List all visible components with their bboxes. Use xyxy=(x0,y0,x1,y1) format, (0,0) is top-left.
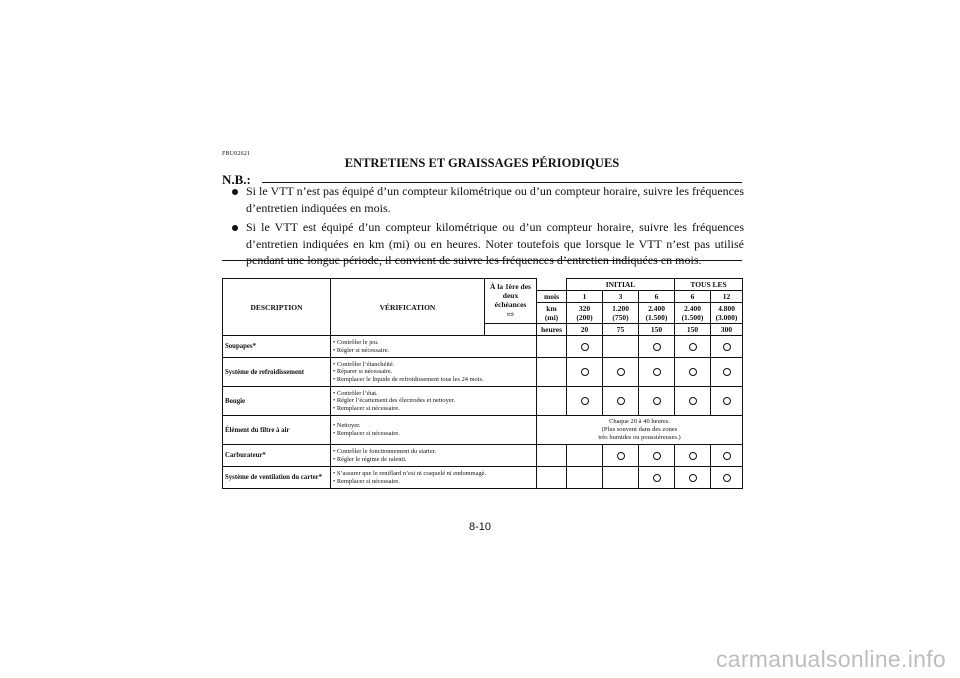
mi-value: (1.500) xyxy=(681,313,704,322)
header-empty xyxy=(537,279,567,291)
unit-hours: heures xyxy=(537,324,567,336)
km-value: 2.400 xyxy=(648,304,665,313)
check-line: • Remplacer si nécessaire. xyxy=(333,477,400,485)
page-number: 8-10 xyxy=(468,521,492,533)
check-line: • Réparer si nécessaire. xyxy=(333,368,393,376)
circle-icon xyxy=(689,368,697,376)
row-verification xyxy=(331,387,537,416)
hours-cell: 300 xyxy=(711,324,743,336)
km-cell xyxy=(639,303,675,324)
interval-cell xyxy=(639,358,675,387)
note-line: (Plus souvent dans des zones xyxy=(601,426,678,434)
circle-icon xyxy=(617,452,625,460)
mi-value: (200) xyxy=(576,313,593,322)
interval-cell xyxy=(675,358,711,387)
interval-cell xyxy=(603,336,639,358)
km-value: 4.800 xyxy=(718,304,735,313)
header-first-text: À la 1ère des deux échéances xyxy=(490,282,531,309)
check-line: • Contrôler l’état. xyxy=(333,389,378,397)
hours-cell: 150 xyxy=(675,324,711,336)
circle-icon xyxy=(581,397,589,405)
months-cell: 6 xyxy=(675,291,711,303)
check-line: • Régler si nécessaire. xyxy=(333,346,390,354)
circle-icon xyxy=(653,368,661,376)
mi-value: (3.000) xyxy=(715,313,738,322)
row-verification xyxy=(331,416,537,445)
nb-bullets xyxy=(234,183,744,272)
row-verification xyxy=(331,336,537,358)
interval-cell xyxy=(675,467,711,489)
circle-icon xyxy=(723,474,731,482)
circle-icon xyxy=(689,452,697,460)
row-description: Système de ventilation du carter* xyxy=(223,467,331,489)
interval-cell xyxy=(603,358,639,387)
circle-icon xyxy=(723,368,731,376)
table-header-row xyxy=(223,279,743,291)
circle-icon xyxy=(581,343,589,351)
hours-cell: 20 xyxy=(567,324,603,336)
interval-cell xyxy=(639,445,675,467)
check-line: • Contrôler l’étanchéité. xyxy=(333,360,395,368)
km-value: 320 xyxy=(578,304,591,313)
table-row xyxy=(223,416,743,445)
km-cell xyxy=(567,303,603,324)
interval-cell xyxy=(711,467,743,489)
row-verification xyxy=(331,467,537,489)
circle-icon xyxy=(581,368,589,376)
circle-icon xyxy=(653,397,661,405)
row-verification xyxy=(331,445,537,467)
unit-months: mois xyxy=(537,291,567,303)
header-first-deadline xyxy=(485,279,537,324)
check-line: • Nettoyer. xyxy=(333,422,361,430)
row-note xyxy=(537,416,743,445)
check-line: • Remplacer si nécessaire. xyxy=(333,430,400,437)
months-cell: 6 xyxy=(639,291,675,303)
interval-cell xyxy=(711,336,743,358)
maintenance-table xyxy=(222,278,743,489)
circle-icon xyxy=(653,343,661,351)
row-description: Carburateur* xyxy=(223,445,331,467)
check-line: • Régler le régime de ralenti. xyxy=(333,455,407,463)
header-tous-les: TOUS LES xyxy=(675,279,743,291)
interval-cell xyxy=(567,387,603,416)
note-line: Chaque 20 à 40 heures. xyxy=(609,418,670,426)
nb-bullet xyxy=(234,219,744,269)
first-deadline-cell xyxy=(537,336,567,358)
interval-cell xyxy=(567,358,603,387)
interval-cell xyxy=(711,358,743,387)
check-line: • Contrôler le jeu. xyxy=(333,338,379,346)
unit-km xyxy=(537,303,567,324)
table-row xyxy=(223,358,743,387)
circle-icon xyxy=(689,343,697,351)
interval-cell xyxy=(639,467,675,489)
interval-cell xyxy=(675,445,711,467)
unit-km-label: km xyxy=(546,304,557,313)
interval-cell xyxy=(567,467,603,489)
table-body xyxy=(223,336,743,489)
nb-label: N.B.: xyxy=(222,172,251,187)
circle-icon xyxy=(723,452,731,460)
header-initial: INITIAL xyxy=(567,279,675,291)
header-verification: VÉRIFICATION xyxy=(331,279,485,336)
row-description: Bougie xyxy=(223,387,331,416)
circle-icon xyxy=(689,474,697,482)
row-verification xyxy=(331,358,537,387)
first-deadline-cell xyxy=(537,358,567,387)
header-description: DESCRIPTION xyxy=(223,279,331,336)
circle-icon xyxy=(617,397,625,405)
watermark: carmanualsonline.info xyxy=(715,646,946,672)
first-deadline-cell xyxy=(537,387,567,416)
circle-icon xyxy=(653,474,661,482)
interval-cell xyxy=(603,387,639,416)
bullet-dot-icon xyxy=(232,189,238,195)
arrow-right-icon: ⇨ xyxy=(506,309,515,319)
row-description: Soupapes* xyxy=(223,336,331,358)
page-title: ENTRETIENS ET GRAISSAGES PÉRIODIQUES xyxy=(344,156,620,170)
bullet-dot-icon xyxy=(232,225,238,231)
row-description: Élément du filtre à air xyxy=(223,416,331,445)
interval-cell xyxy=(639,336,675,358)
interval-cell xyxy=(567,445,603,467)
check-line: • Contrôler le fonctionnement du starter. xyxy=(333,447,437,455)
interval-cell xyxy=(567,336,603,358)
circle-icon xyxy=(723,343,731,351)
months-cell: 3 xyxy=(603,291,639,303)
check-line: • Remplacer le liquide de refroidissement tous les 24 mois. xyxy=(333,375,484,383)
header-first-empty xyxy=(485,324,537,336)
check-line: • S’assurer que le reniflard n’est ni craquelé ni endommagé. xyxy=(333,469,487,477)
note-line: très humides ou poussiéreuses.) xyxy=(598,433,681,441)
circle-icon xyxy=(689,397,697,405)
table-row xyxy=(223,387,743,416)
first-deadline-cell xyxy=(537,445,567,467)
circle-icon xyxy=(617,368,625,376)
check-line: • Remplacer si nécessaire. xyxy=(333,404,400,412)
mi-value: (1.500) xyxy=(645,313,668,322)
hours-cell: 75 xyxy=(603,324,639,336)
months-cell: 12 xyxy=(711,291,743,303)
km-cell xyxy=(603,303,639,324)
nb-end-rule xyxy=(222,260,742,261)
hours-cell: 150 xyxy=(639,324,675,336)
interval-cell xyxy=(639,387,675,416)
nb-bullet xyxy=(234,183,744,216)
table-row xyxy=(223,336,743,358)
interval-cell xyxy=(603,445,639,467)
circle-icon xyxy=(653,452,661,460)
interval-cell xyxy=(711,445,743,467)
interval-cell xyxy=(603,467,639,489)
interval-cell xyxy=(711,387,743,416)
first-deadline-cell xyxy=(537,467,567,489)
nb-bullet-text: Si le VTT n’est pas équipé d’un compteur kilométrique ou d’un compteur horaire, suivre les fréquences d’entretien indiquées en mois. xyxy=(246,184,744,215)
mi-value: (750) xyxy=(612,313,629,322)
nb-bullet-text: Si le VTT est équipé d’un compteur kilométrique ou d’un compteur horaire, suivre les fréquences d’entretien indiquées en km (mi) ou en heures. Noter toutefois que lorsque le VTT n’est pas utilisé pendant une longue période, il convient de suivre les fréquences d’entretien indiquées en mois. xyxy=(246,220,744,267)
km-cell xyxy=(675,303,711,324)
interval-cell xyxy=(675,336,711,358)
table-row xyxy=(223,467,743,489)
km-cell xyxy=(711,303,743,324)
unit-mi-label: (mi) xyxy=(544,313,559,322)
row-description: Système de refroidissement xyxy=(223,358,331,387)
km-value: 2.400 xyxy=(684,304,701,313)
months-cell: 1 xyxy=(567,291,603,303)
doc-code: FBU02621 xyxy=(222,151,251,157)
table-row xyxy=(223,445,743,467)
km-value: 1.200 xyxy=(612,304,629,313)
circle-icon xyxy=(723,397,731,405)
check-line: • Régler l’écartement des électrodes et nettoyer. xyxy=(333,397,456,405)
interval-cell xyxy=(675,387,711,416)
